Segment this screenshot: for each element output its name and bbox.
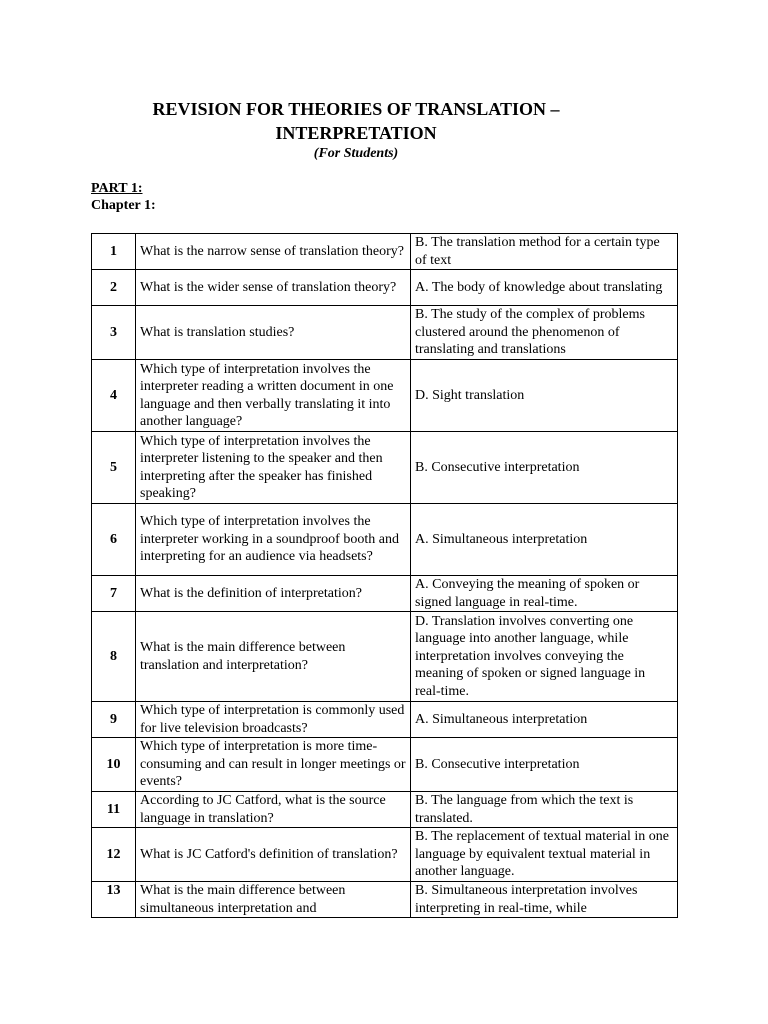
table-row <box>92 576 678 612</box>
document-title-line2: INTERPRETATION <box>275 123 437 143</box>
question-text: What is translation studies? <box>136 306 411 360</box>
question-number: 10 <box>92 738 136 792</box>
question-text: Which type of interpretation involves the interpreter reading a written document in one language and then verbally translating it into another language? <box>136 360 411 432</box>
table-row <box>92 702 678 738</box>
answer-text: B. The translation method for a certain type of text <box>411 234 678 270</box>
question-number: 12 <box>92 828 136 882</box>
question-text: Which type of interpretation involves the interpreter listening to the speaker and then interpreting after the speaker has finished speaking? <box>136 432 411 504</box>
answer-text: B. Consecutive interpretation <box>411 432 678 504</box>
table-row <box>92 234 678 270</box>
question-number: 2 <box>92 270 136 306</box>
question-number: 3 <box>92 306 136 360</box>
question-text: According to JC Catford, what is the source language in translation? <box>136 792 411 828</box>
question-number: 7 <box>92 576 136 612</box>
document-subtitle: (For Students) <box>313 146 399 161</box>
answer-text: A. Simultaneous interpretation <box>411 702 678 738</box>
table-row <box>92 360 678 432</box>
question-text: What is the narrow sense of translation theory? <box>136 234 411 270</box>
qa-table-body <box>92 234 678 918</box>
table-row <box>92 882 678 918</box>
question-text: Which type of interpretation involves the interpreter working in a soundproof booth and interpreting for an audience via headsets? <box>136 504 411 576</box>
question-text: What is the main difference between translation and interpretation? <box>136 612 411 702</box>
question-number: 8 <box>92 612 136 702</box>
answer-text: B. The replacement of textual material in one language by equivalent textual material in another language. <box>411 828 678 882</box>
question-number: 6 <box>92 504 136 576</box>
question-text: What is the definition of interpretation? <box>136 576 411 612</box>
question-text: What is the wider sense of translation theory? <box>136 270 411 306</box>
question-number: 9 <box>92 702 136 738</box>
question-number: 13 <box>92 882 136 918</box>
question-number: 4 <box>92 360 136 432</box>
table-row <box>92 270 678 306</box>
chapter-heading: Chapter 1: <box>91 198 156 213</box>
question-text: Which type of interpretation is commonly used for live television broadcasts? <box>136 702 411 738</box>
table-row <box>92 738 678 792</box>
answer-text: B. The language from which the text is translated. <box>411 792 678 828</box>
answer-text: B. The study of the complex of problems clustered around the phenomenon of translating and translations <box>411 306 678 360</box>
table-row <box>92 792 678 828</box>
answer-text: A. The body of knowledge about translating <box>411 270 678 306</box>
qa-table <box>91 233 678 918</box>
answer-text: D. Sight translation <box>411 360 678 432</box>
table-row <box>92 612 678 702</box>
table-row <box>92 828 678 882</box>
answer-text: D. Translation involves converting one language into another language, while interpretation involves conveying the meaning of spoken or signed language in real-time. <box>411 612 678 702</box>
question-number: 11 <box>92 792 136 828</box>
question-text: What is the main difference between simultaneous interpretation and <box>136 882 411 918</box>
question-text: What is JC Catford's definition of translation? <box>136 828 411 882</box>
document-title-line1: REVISION FOR THEORIES OF TRANSLATION – <box>152 99 560 119</box>
answer-text: A. Conveying the meaning of spoken or signed language in real-time. <box>411 576 678 612</box>
table-row <box>92 504 678 576</box>
answer-text: B. Simultaneous interpretation involves interpreting in real-time, while <box>411 882 678 918</box>
table-row <box>92 432 678 504</box>
part-heading: PART 1: <box>91 181 143 196</box>
answer-text: A. Simultaneous interpretation <box>411 504 678 576</box>
question-text: Which type of interpretation is more time-consuming and can result in longer meetings or events? <box>136 738 411 792</box>
question-number: 1 <box>92 234 136 270</box>
table-row <box>92 306 678 360</box>
answer-text: B. Consecutive interpretation <box>411 738 678 792</box>
question-number: 5 <box>92 432 136 504</box>
